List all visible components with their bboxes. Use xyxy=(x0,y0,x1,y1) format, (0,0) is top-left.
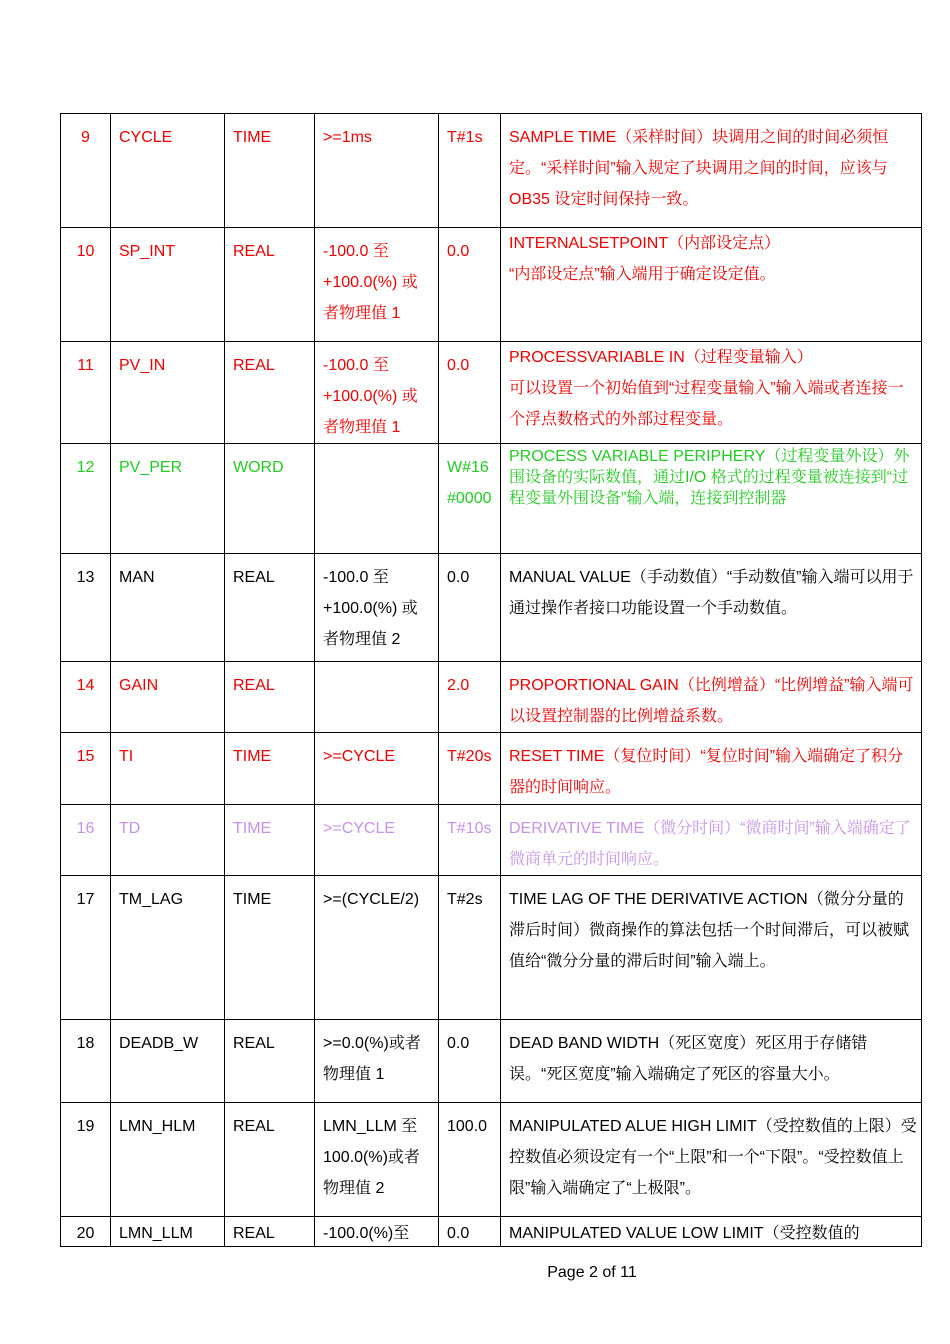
param-name: PV_PER xyxy=(111,444,225,554)
param-name: TM_LAG xyxy=(111,876,225,1020)
param-type: TIME xyxy=(225,733,315,805)
param-type: TIME xyxy=(225,805,315,876)
table-row xyxy=(61,228,922,342)
param-default: 0.0 xyxy=(439,228,501,342)
row-number: 17 xyxy=(61,876,111,1020)
param-description: DERIVATIVE TIME（微分时间）“微商时间”输入端确定了微商单元的时间响应。 xyxy=(501,805,922,876)
param-range xyxy=(315,662,439,733)
param-description: DEAD BAND WIDTH（死区宽度）死区用于存储错误。“死区宽度”输入端确定了死区的容量大小。 xyxy=(501,1020,922,1103)
param-description: PROCESSVARIABLE IN（过程变量输入） 可以设置一个初始值到“过程变量输入”输入端或者连接一个浮点数格式的外部过程变量。 xyxy=(501,342,922,444)
param-default: T#1s xyxy=(439,114,501,228)
param-description: PROCESS VARIABLE PERIPHERY（过程变量外设）外围设备的实际数值，通过I/O 格式的过程变量被连接到“过程变量外围设备”输入端，连接到控制器 xyxy=(501,444,922,554)
param-description: TIME LAG OF THE DERIVATIVE ACTION（微分分量的滞后时间）微商操作的算法包括一个时间滞后，可以被赋值给“微分分量的滞后时间”输入端上。 xyxy=(501,876,922,1020)
row-number: 14 xyxy=(61,662,111,733)
param-type: TIME xyxy=(225,876,315,1020)
param-name: CYCLE xyxy=(111,114,225,228)
param-default: T#10s xyxy=(439,805,501,876)
param-type: REAL xyxy=(225,1217,315,1247)
table-row xyxy=(61,733,922,805)
param-type: REAL xyxy=(225,342,315,444)
row-number: 10 xyxy=(61,228,111,342)
param-range: LMN_LLM 至 100.0(%)或者物理值 2 xyxy=(315,1103,439,1217)
param-name: GAIN xyxy=(111,662,225,733)
param-range: >=0.0(%)或者物理值 1 xyxy=(315,1020,439,1103)
param-name: LMN_HLM xyxy=(111,1103,225,1217)
table-row xyxy=(61,554,922,662)
param-type: TIME xyxy=(225,114,315,228)
param-range: -100.0 至 +100.0(%) 或者物理值 2 xyxy=(315,554,439,662)
param-name: DEADB_W xyxy=(111,1020,225,1103)
param-default: T#20s xyxy=(439,733,501,805)
param-range: >=CYCLE xyxy=(315,805,439,876)
row-number: 20 xyxy=(61,1217,111,1247)
param-name: PV_IN xyxy=(111,342,225,444)
param-type: REAL xyxy=(225,1020,315,1103)
row-number: 13 xyxy=(61,554,111,662)
param-name: TD xyxy=(111,805,225,876)
param-description: MANIPULATED ALUE HIGH LIMIT（受控数值的上限）受控数值必须设定有一个“上限”和一个“下限”。“受控数值上限”输入端确定了“上极限”。 xyxy=(501,1103,922,1217)
table-row xyxy=(61,1020,922,1103)
param-range xyxy=(315,444,439,554)
param-default: 0.0 xyxy=(439,342,501,444)
param-default: T#2s xyxy=(439,876,501,1020)
table-row xyxy=(61,114,922,228)
param-type: REAL xyxy=(225,554,315,662)
param-range: -100.0(%)至 xyxy=(315,1217,439,1247)
param-description: RESET TIME（复位时间）“复位时间”输入端确定了积分器的时间响应。 xyxy=(501,733,922,805)
row-number: 15 xyxy=(61,733,111,805)
param-type: REAL xyxy=(225,662,315,733)
param-description: PROPORTIONAL GAIN（比例增益）“比例增益”输入端可以设置控制器的比例增益系数。 xyxy=(501,662,922,733)
param-default: W#16#0000 xyxy=(439,444,501,554)
table-row xyxy=(61,1103,922,1217)
param-description: SAMPLE TIME（采样时间）块调用之间的时间必须恒定。“采样时间”输入规定了块调用之间的时间，应该与 OB35 设定时间保持一致。 xyxy=(501,114,922,228)
param-type: REAL xyxy=(225,1103,315,1217)
row-number: 12 xyxy=(61,444,111,554)
param-default: 0.0 xyxy=(439,554,501,662)
param-type: REAL xyxy=(225,228,315,342)
row-number: 18 xyxy=(61,1020,111,1103)
param-default: 0.0 xyxy=(439,1020,501,1103)
param-range: >=1ms xyxy=(315,114,439,228)
row-number: 16 xyxy=(61,805,111,876)
page-number: Page 2 of 11 xyxy=(547,1264,637,1281)
param-default: 100.0 xyxy=(439,1103,501,1217)
param-range: >=CYCLE xyxy=(315,733,439,805)
table-row xyxy=(61,876,922,1020)
page-footer xyxy=(0,1264,950,1282)
param-default: 2.0 xyxy=(439,662,501,733)
param-default: 0.0 xyxy=(439,1217,501,1247)
table-row xyxy=(61,444,922,554)
table-row xyxy=(61,1217,922,1247)
param-name: TI xyxy=(111,733,225,805)
param-name: MAN xyxy=(111,554,225,662)
table-row xyxy=(61,342,922,444)
row-number: 19 xyxy=(61,1103,111,1217)
parameter-table xyxy=(60,113,922,1247)
table-row xyxy=(61,805,922,876)
param-type: WORD xyxy=(225,444,315,554)
param-range: -100.0 至 +100.0(%) 或者物理值 1 xyxy=(315,342,439,444)
row-number: 9 xyxy=(61,114,111,228)
param-range: -100.0 至 +100.0(%) 或者物理值 1 xyxy=(315,228,439,342)
row-number: 11 xyxy=(61,342,111,444)
param-description: MANIPULATED VALUE LOW LIMIT（受控数值的 xyxy=(501,1217,922,1247)
table-row xyxy=(61,662,922,733)
param-description: MANUAL VALUE（手动数值）“手动数值”输入端可以用于通过操作者接口功能设置一个手动数值。 xyxy=(501,554,922,662)
param-range: >=(CYCLE/2) xyxy=(315,876,439,1020)
param-description: INTERNALSETPOINT（内部设定点） “内部设定点”输入端用于确定设定值。 xyxy=(501,228,922,342)
param-name: SP_INT xyxy=(111,228,225,342)
param-name: LMN_LLM xyxy=(111,1217,225,1247)
